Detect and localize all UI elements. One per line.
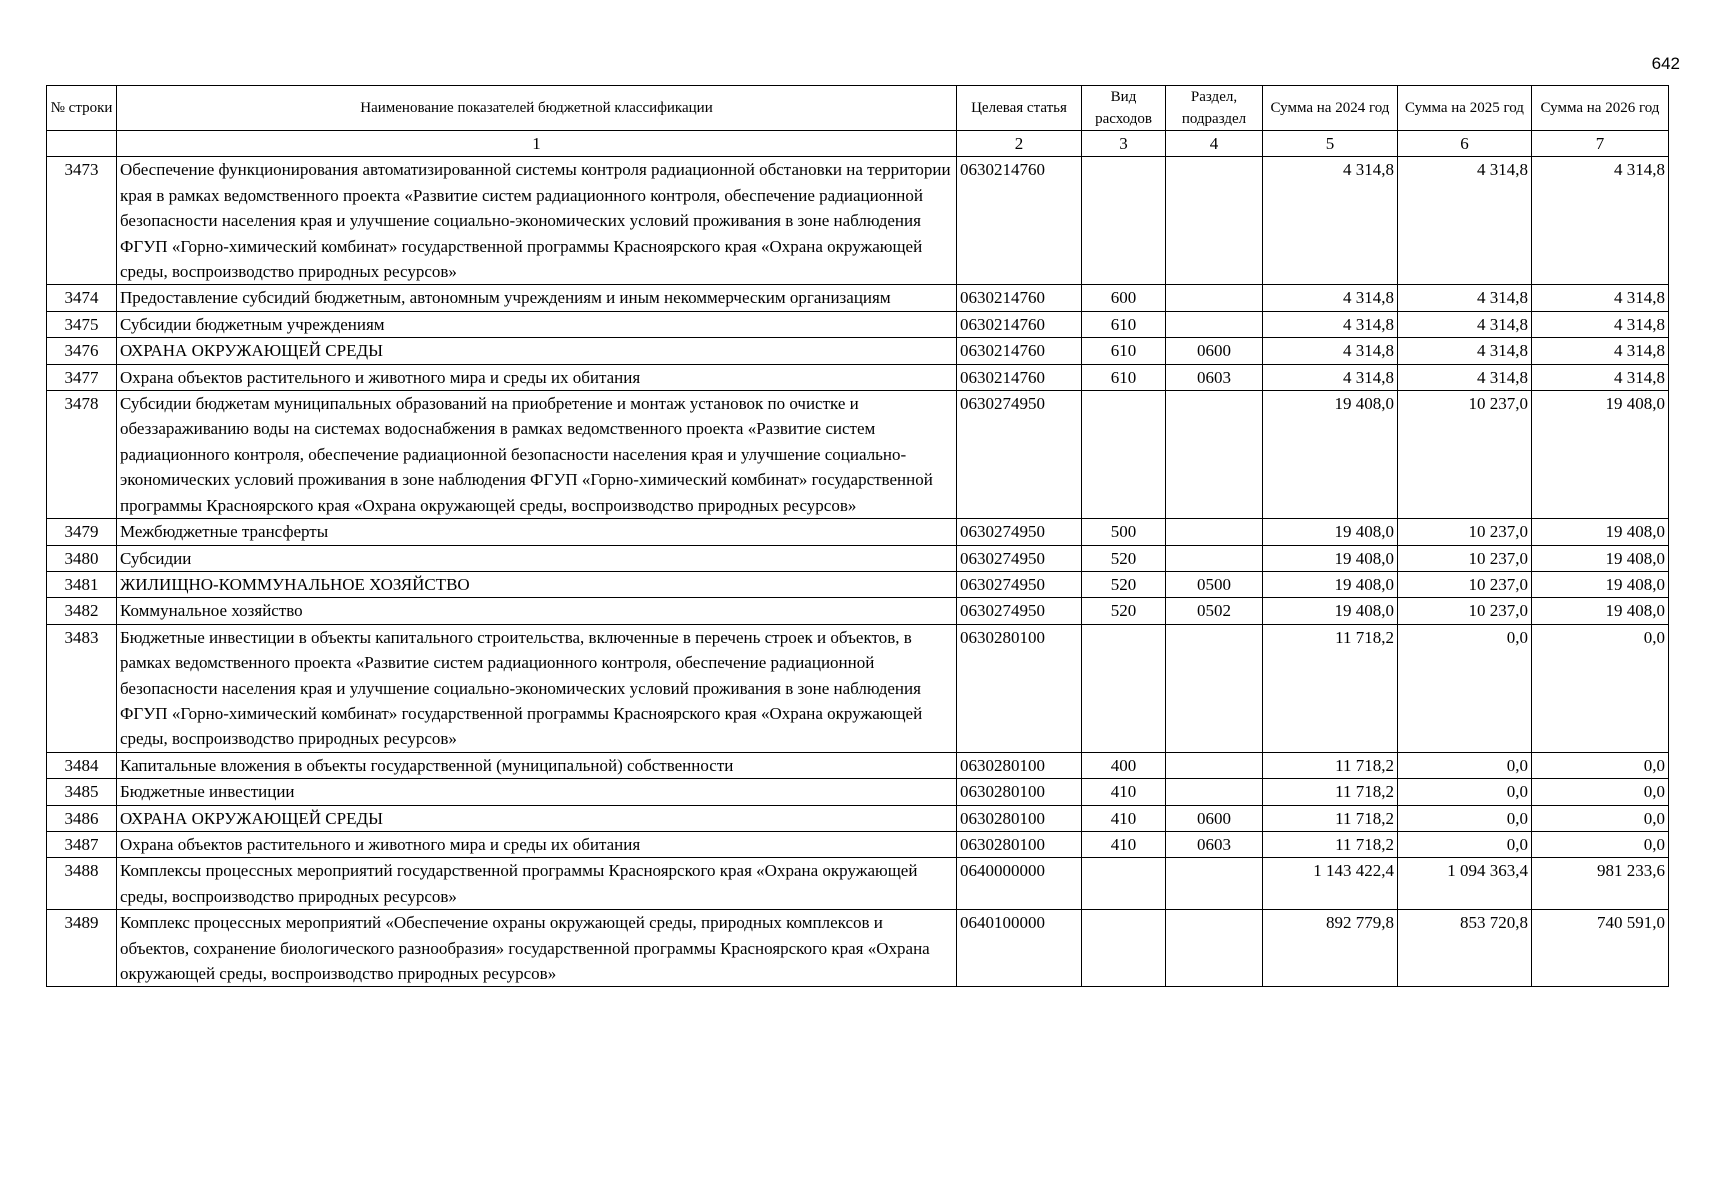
- row-sum-2024: 11 718,2: [1263, 779, 1398, 805]
- row-razdel: 0600: [1166, 338, 1263, 364]
- row-name: ОХРАНА ОКРУЖАЮЩЕЙ СРЕДЫ: [117, 338, 957, 364]
- row-target-code: 0630214760: [957, 364, 1082, 390]
- row-sum-2025: 0,0: [1398, 831, 1532, 857]
- table-row: [47, 391, 1669, 519]
- row-sum-2026: 981 233,6: [1532, 858, 1669, 910]
- row-sum-2025: 10 237,0: [1398, 519, 1532, 545]
- row-number: 3484: [47, 752, 117, 778]
- row-target-code: 0630214760: [957, 338, 1082, 364]
- row-number: 3477: [47, 364, 117, 390]
- row-target-code: 0630280100: [957, 624, 1082, 752]
- row-razdel: [1166, 285, 1263, 311]
- row-vid: 610: [1082, 364, 1166, 390]
- header-sum-2024: Сумма на 2024 год: [1263, 86, 1398, 131]
- row-razdel: 0500: [1166, 571, 1263, 597]
- row-name: Субсидии бюджетам муниципальных образований на приобретение и монтаж установок по очистке и обеззараживанию воды на системах водоснабжения в рамках ведомственного проекта «Развитие систем радиационного контроля, обеспечение радиационной безопасности населения края и улучшение социально-экономических условий проживания в зоне наблюдения ФГУП «Горно-химический комбинат» государственной программы Красноярского края «Охрана окружающей среды, воспроизводство природных ресурсов»: [117, 391, 957, 519]
- row-vid: 610: [1082, 311, 1166, 337]
- row-sum-2025: 1 094 363,4: [1398, 858, 1532, 910]
- row-razdel: [1166, 519, 1263, 545]
- row-sum-2025: 4 314,8: [1398, 364, 1532, 390]
- table-row: [47, 598, 1669, 624]
- table-row: [47, 157, 1669, 285]
- row-name: Охрана объектов растительного и животного мира и среды их обитания: [117, 831, 957, 857]
- header-sum-2025: Сумма на 2025 год: [1398, 86, 1532, 131]
- header-target: Целевая статья: [957, 86, 1082, 131]
- column-number: 6: [1398, 131, 1532, 157]
- row-name: Субсидии: [117, 545, 957, 571]
- column-number: 4: [1166, 131, 1263, 157]
- header-row-no: № строки: [47, 86, 117, 131]
- row-target-code: 0630274950: [957, 391, 1082, 519]
- row-razdel: 0603: [1166, 831, 1263, 857]
- row-sum-2026: 19 408,0: [1532, 598, 1669, 624]
- row-sum-2024: 11 718,2: [1263, 752, 1398, 778]
- row-sum-2024: 19 408,0: [1263, 391, 1398, 519]
- row-vid: 400: [1082, 752, 1166, 778]
- row-target-code: 0630214760: [957, 311, 1082, 337]
- row-sum-2026: 740 591,0: [1532, 910, 1669, 987]
- row-target-code: 0630280100: [957, 779, 1082, 805]
- table-row: [47, 624, 1669, 752]
- row-target-code: 0630214760: [957, 157, 1082, 285]
- row-sum-2024: 4 314,8: [1263, 285, 1398, 311]
- row-number: 3479: [47, 519, 117, 545]
- row-vid: 410: [1082, 805, 1166, 831]
- row-vid: [1082, 858, 1166, 910]
- column-number: 2: [957, 131, 1082, 157]
- row-sum-2026: 4 314,8: [1532, 285, 1669, 311]
- column-number-empty: [47, 131, 117, 157]
- row-vid: [1082, 624, 1166, 752]
- row-razdel: [1166, 752, 1263, 778]
- row-name: Обеспечение функционирования автоматизированной системы контроля радиационной обстановки на территории края в рамках ведомственного проекта «Развитие систем радиационного контроля, обеспечение радиационной безопасности населения края и улучшение социально-экономических условий проживания в зоне наблюдения ФГУП «Горно-химический комбинат» государственной программы Красноярского края «Охрана окружающей среды, воспроизводство природных ресурсов»: [117, 157, 957, 285]
- row-target-code: 0630214760: [957, 285, 1082, 311]
- row-sum-2024: 19 408,0: [1263, 519, 1398, 545]
- column-number-row: [47, 131, 1669, 157]
- header-row: [47, 86, 1669, 131]
- row-number: 3487: [47, 831, 117, 857]
- table-row: [47, 779, 1669, 805]
- row-number: 3478: [47, 391, 117, 519]
- row-number: 3486: [47, 805, 117, 831]
- row-sum-2026: 19 408,0: [1532, 391, 1669, 519]
- row-razdel: 0603: [1166, 364, 1263, 390]
- row-name: Капитальные вложения в объекты государственной (муниципальной) собственности: [117, 752, 957, 778]
- row-sum-2026: 4 314,8: [1532, 364, 1669, 390]
- row-vid: 610: [1082, 338, 1166, 364]
- table-row: [47, 519, 1669, 545]
- row-sum-2025: 4 314,8: [1398, 338, 1532, 364]
- row-sum-2024: 19 408,0: [1263, 571, 1398, 597]
- row-razdel: [1166, 157, 1263, 285]
- row-target-code: 0630274950: [957, 598, 1082, 624]
- row-razdel: [1166, 624, 1263, 752]
- row-name: ОХРАНА ОКРУЖАЮЩЕЙ СРЕДЫ: [117, 805, 957, 831]
- column-number: 7: [1532, 131, 1669, 157]
- table-row: [47, 571, 1669, 597]
- row-number: 3481: [47, 571, 117, 597]
- row-vid: [1082, 157, 1166, 285]
- row-name: ЖИЛИЩНО-КОММУНАЛЬНОЕ ХОЗЯЙСТВО: [117, 571, 957, 597]
- table-row: [47, 831, 1669, 857]
- row-number: 3480: [47, 545, 117, 571]
- row-target-code: 0630280100: [957, 805, 1082, 831]
- header-name: Наименование показателей бюджетной классификации: [117, 86, 957, 131]
- row-number: 3488: [47, 858, 117, 910]
- table-row: [47, 364, 1669, 390]
- header-sum-2026: Сумма на 2026 год: [1532, 86, 1669, 131]
- row-target-code: 0630280100: [957, 752, 1082, 778]
- row-sum-2024: 4 314,8: [1263, 311, 1398, 337]
- row-razdel: [1166, 391, 1263, 519]
- row-vid: 410: [1082, 779, 1166, 805]
- row-vid: 500: [1082, 519, 1166, 545]
- row-name: Комплекс процессных мероприятий «Обеспечение охраны окружающей среды, природных комплексов и объектов, сохранение биологического разнообразия» государственной программы Красноярского края «Охрана окружающей среды, воспроизводство природных ресурсов»: [117, 910, 957, 987]
- row-target-code: 0630274950: [957, 519, 1082, 545]
- row-sum-2025: 10 237,0: [1398, 598, 1532, 624]
- row-name: Субсидии бюджетным учреждениям: [117, 311, 957, 337]
- row-sum-2024: 4 314,8: [1263, 338, 1398, 364]
- table-row: [47, 545, 1669, 571]
- row-sum-2026: 19 408,0: [1532, 571, 1669, 597]
- row-razdel: [1166, 910, 1263, 987]
- row-sum-2025: 853 720,8: [1398, 910, 1532, 987]
- row-sum-2026: 0,0: [1532, 831, 1669, 857]
- table-row: [47, 858, 1669, 910]
- row-name: Охрана объектов растительного и животного мира и среды их обитания: [117, 364, 957, 390]
- row-target-code: 0630280100: [957, 831, 1082, 857]
- header-razdel: Раздел, подраздел: [1166, 86, 1263, 131]
- row-razdel: [1166, 779, 1263, 805]
- table-row: [47, 752, 1669, 778]
- row-target-code: 0640100000: [957, 910, 1082, 987]
- row-vid: [1082, 391, 1166, 519]
- row-sum-2024: 11 718,2: [1263, 805, 1398, 831]
- row-vid: 600: [1082, 285, 1166, 311]
- row-target-code: 0630274950: [957, 545, 1082, 571]
- row-number: 3473: [47, 157, 117, 285]
- row-sum-2026: 0,0: [1532, 779, 1669, 805]
- row-number: 3482: [47, 598, 117, 624]
- row-target-code: 0630274950: [957, 571, 1082, 597]
- row-sum-2026: 4 314,8: [1532, 157, 1669, 285]
- row-sum-2025: 4 314,8: [1398, 285, 1532, 311]
- row-sum-2024: 19 408,0: [1263, 598, 1398, 624]
- row-sum-2025: 10 237,0: [1398, 545, 1532, 571]
- row-sum-2024: 19 408,0: [1263, 545, 1398, 571]
- row-vid: 410: [1082, 831, 1166, 857]
- row-sum-2025: 10 237,0: [1398, 571, 1532, 597]
- row-sum-2026: 0,0: [1532, 624, 1669, 752]
- row-sum-2026: 19 408,0: [1532, 545, 1669, 571]
- row-name: Межбюджетные трансферты: [117, 519, 957, 545]
- header-vid: Вид расходов: [1082, 86, 1166, 131]
- table-row: [47, 338, 1669, 364]
- row-sum-2025: 0,0: [1398, 624, 1532, 752]
- table-row: [47, 311, 1669, 337]
- row-sum-2026: 4 314,8: [1532, 338, 1669, 364]
- budget-table: [46, 85, 1669, 987]
- row-sum-2026: 0,0: [1532, 752, 1669, 778]
- row-sum-2024: 892 779,8: [1263, 910, 1398, 987]
- row-sum-2026: 19 408,0: [1532, 519, 1669, 545]
- row-number: 3483: [47, 624, 117, 752]
- row-sum-2026: 4 314,8: [1532, 311, 1669, 337]
- row-number: 3476: [47, 338, 117, 364]
- row-sum-2024: 11 718,2: [1263, 624, 1398, 752]
- row-sum-2025: 4 314,8: [1398, 157, 1532, 285]
- row-sum-2024: 4 314,8: [1263, 157, 1398, 285]
- row-sum-2025: 4 314,8: [1398, 311, 1532, 337]
- row-sum-2025: 0,0: [1398, 805, 1532, 831]
- row-sum-2026: 0,0: [1532, 805, 1669, 831]
- page-number: 642: [1651, 54, 1680, 73]
- row-name: Комплексы процессных мероприятий государственной программы Красноярского края «Охрана окружающей среды, воспроизводство природных ресурсов»: [117, 858, 957, 910]
- row-name: Коммунальное хозяйство: [117, 598, 957, 624]
- row-number: 3474: [47, 285, 117, 311]
- row-name: Бюджетные инвестиции: [117, 779, 957, 805]
- row-target-code: 0640000000: [957, 858, 1082, 910]
- row-vid: 520: [1082, 598, 1166, 624]
- row-sum-2025: 0,0: [1398, 752, 1532, 778]
- row-vid: [1082, 910, 1166, 987]
- row-razdel: [1166, 311, 1263, 337]
- row-sum-2024: 11 718,2: [1263, 831, 1398, 857]
- row-name: Предоставление субсидий бюджетным, автономным учреждениям и иным некоммерческим организациям: [117, 285, 957, 311]
- column-number: 3: [1082, 131, 1166, 157]
- row-sum-2025: 0,0: [1398, 779, 1532, 805]
- row-name: Бюджетные инвестиции в объекты капитального строительства, включенные в перечень строек и объектов, в рамках ведомственного проекта «Развитие систем радиационного контроля, обеспечение радиационной безопасности населения края и улучшение социально-экономических условий проживания в зоне наблюдения ФГУП «Горно-химический комбинат» государственной программы Красноярского края «Охрана окружающей среды, воспроизводство природных ресурсов»: [117, 624, 957, 752]
- row-sum-2024: 1 143 422,4: [1263, 858, 1398, 910]
- row-razdel: [1166, 858, 1263, 910]
- row-razdel: 0502: [1166, 598, 1263, 624]
- row-vid: 520: [1082, 545, 1166, 571]
- column-number: 1: [117, 131, 957, 157]
- row-razdel: [1166, 545, 1263, 571]
- table-row: [47, 910, 1669, 987]
- table-row: [47, 805, 1669, 831]
- table-row: [47, 285, 1669, 311]
- row-number: 3485: [47, 779, 117, 805]
- row-number: 3489: [47, 910, 117, 987]
- row-sum-2024: 4 314,8: [1263, 364, 1398, 390]
- row-razdel: 0600: [1166, 805, 1263, 831]
- row-sum-2025: 10 237,0: [1398, 391, 1532, 519]
- row-number: 3475: [47, 311, 117, 337]
- column-number: 5: [1263, 131, 1398, 157]
- row-vid: 520: [1082, 571, 1166, 597]
